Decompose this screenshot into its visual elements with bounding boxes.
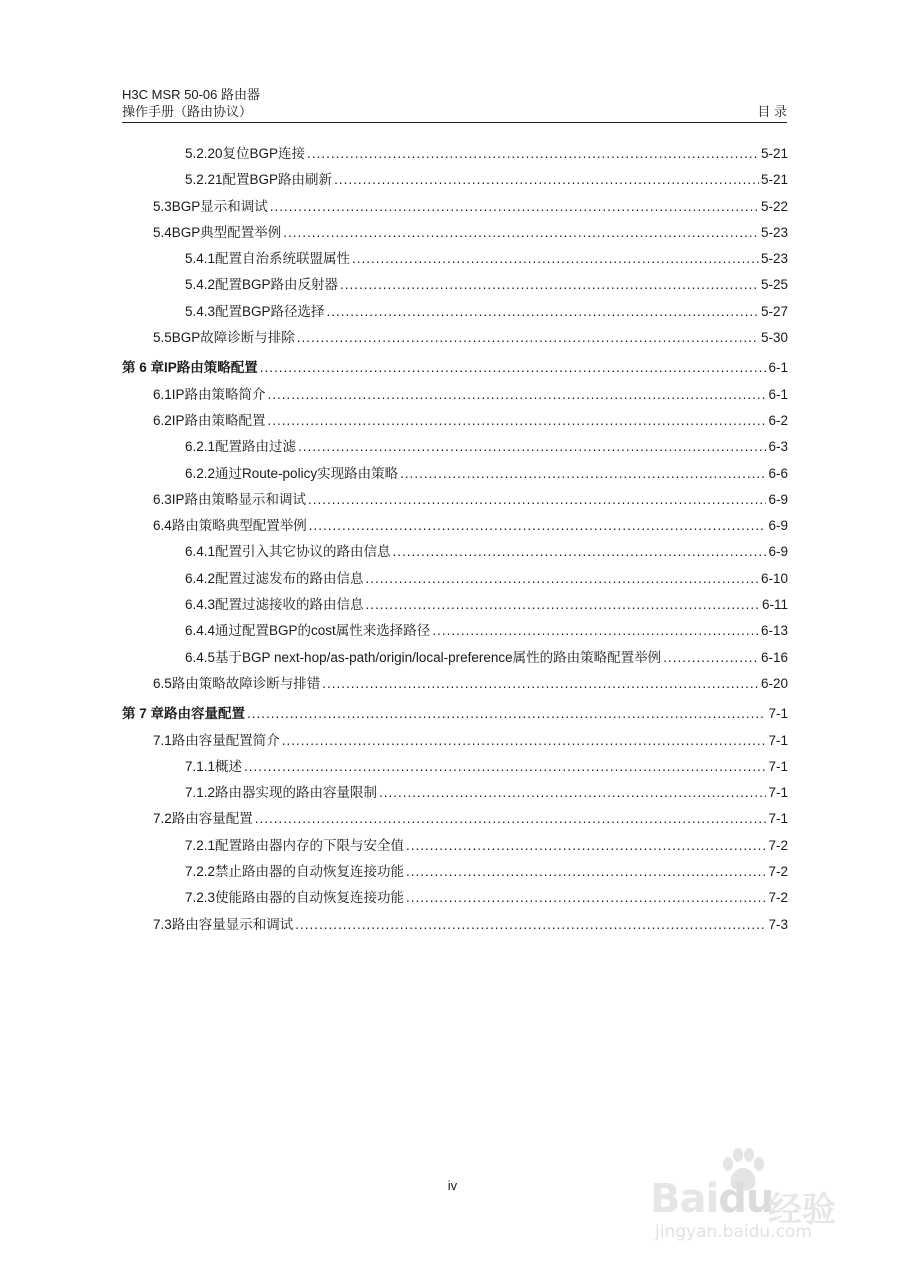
toc-title: 通过配置BGP的cost属性来选择路径 [215, 623, 431, 639]
toc-entry[interactable] [122, 141, 788, 167]
toc-chapter-entry[interactable] [122, 701, 788, 727]
toc-entry[interactable] [122, 487, 788, 513]
toc-entry[interactable] [122, 408, 788, 434]
toc-title: 路由容量配置简介 [171, 732, 280, 748]
dot-leader [400, 461, 766, 487]
toc-number: 7.2.2 [185, 864, 216, 880]
toc-entry[interactable] [122, 382, 788, 408]
watermark-brand-cn: 经验 [768, 1190, 836, 1230]
toc-number: 7.1.2 [185, 785, 216, 801]
toc-title: 路由容量配置 [164, 706, 246, 722]
toc-entry[interactable] [122, 885, 788, 911]
toc-number: 6.4.1 [185, 544, 216, 560]
dot-leader [393, 539, 767, 565]
dot-leader [406, 885, 766, 911]
dot-leader [322, 671, 759, 697]
toc-number: 6.1 [153, 386, 172, 402]
header-line [122, 103, 787, 120]
dot-leader [298, 434, 766, 460]
manual-title: 操作手册（路由协议） [122, 104, 253, 119]
dot-leader [327, 299, 759, 325]
toc-number: 6.4 [153, 518, 172, 534]
toc-number: 5.4.1 [185, 251, 216, 267]
toc-page-number: 6-10 [760, 570, 788, 586]
toc-title: 配置BGP路由反射器 [215, 277, 339, 293]
toc-entry[interactable] [122, 461, 788, 487]
toc-entry[interactable] [122, 325, 788, 351]
toc-entry[interactable] [122, 833, 788, 859]
toc-number: 5.2.21 [185, 172, 223, 188]
toc-number: 5.4 [153, 224, 172, 240]
toc-page-number: 6-16 [760, 649, 788, 665]
toc-entry[interactable] [122, 728, 788, 754]
toc-page-number: 6-9 [768, 544, 788, 560]
toc-entry[interactable] [122, 513, 788, 539]
toc-title: 通过Route-policy实现路由策略 [215, 465, 399, 481]
toc-page-number: 5-22 [760, 198, 788, 214]
toc-number: 第 6 章 [122, 360, 165, 376]
toc-page-number: 7-3 [768, 916, 788, 932]
toc-title: 配置路由过滤 [215, 439, 297, 455]
toc-title: IP路由策略显示和调试 [171, 491, 307, 507]
toc-number: 第 7 章 [122, 706, 165, 722]
header-rule [122, 122, 787, 123]
toc-title: BGP典型配置举例 [171, 224, 282, 240]
toc-number: 6.3 [153, 491, 172, 507]
toc-title: 路由器实现的路由容量限制 [215, 785, 378, 801]
toc-entry[interactable] [122, 671, 788, 697]
toc-title: 概述 [215, 758, 243, 774]
toc-entry[interactable] [122, 912, 788, 938]
dot-leader [295, 912, 766, 938]
product-name: H3C MSR 50-06 路由器 [122, 87, 260, 102]
toc-number: 6.2 [153, 412, 172, 428]
dot-leader [352, 246, 759, 272]
dot-leader [366, 592, 760, 618]
dot-leader [307, 141, 759, 167]
toc-page-number: 7-1 [768, 758, 788, 774]
toc-title: 配置BGP路径选择 [215, 303, 325, 319]
page-header [122, 86, 787, 120]
toc-title: 路由容量显示和调试 [171, 916, 294, 932]
toc-number: 5.5 [153, 330, 172, 346]
toc-page-number: 6-6 [768, 465, 788, 481]
toc-chapter-entry[interactable] [122, 355, 788, 381]
toc-title: 配置过滤接收的路由信息 [215, 597, 364, 613]
toc-entry[interactable] [122, 272, 788, 298]
toc-page-number: 6-9 [768, 518, 788, 534]
toc-number: 6.4.3 [185, 597, 216, 613]
toc-page-number: 7-1 [768, 732, 788, 748]
toc-number: 6.4.5 [185, 649, 216, 665]
toc-title: IP路由策略配置 [164, 360, 258, 376]
toc-number: 6.5 [153, 675, 172, 691]
toc-entry[interactable] [122, 645, 788, 671]
toc-number: 6.4.4 [185, 623, 216, 639]
toc-page-number: 7-1 [768, 706, 788, 722]
dot-leader [297, 325, 759, 351]
toc-number: 5.4.2 [185, 277, 216, 293]
toc-page-number: 5-25 [760, 277, 788, 293]
toc-title: 路由策略典型配置举例 [171, 518, 307, 534]
dot-leader [260, 355, 767, 381]
toc-number: 7.3 [153, 916, 172, 932]
toc-page-number: 5-23 [760, 224, 788, 240]
dot-leader [255, 806, 767, 832]
dot-leader [406, 833, 766, 859]
toc-page-number: 5-23 [760, 251, 788, 267]
dot-leader [247, 701, 766, 727]
dot-leader [268, 382, 767, 408]
toc-entry[interactable] [122, 434, 788, 460]
toc-entry[interactable] [122, 592, 788, 618]
dot-leader [379, 780, 766, 806]
toc-page-number: 5-21 [760, 146, 788, 161]
toc-page-number: 6-11 [761, 597, 788, 613]
page-number: iv [447, 1178, 458, 1193]
watermark-url: jingyan.baidu.com [655, 1222, 812, 1242]
toc-number: 5.4.3 [185, 303, 216, 319]
toc-entry[interactable] [122, 780, 788, 806]
toc-page-number: 5-27 [760, 303, 788, 319]
toc-entry[interactable] [122, 754, 788, 780]
toc-title: IP路由策略配置 [171, 412, 266, 428]
dot-leader [309, 513, 767, 539]
toc-title: 配置BGP路由刷新 [222, 172, 333, 188]
toc-page-number: 7-2 [768, 837, 788, 853]
toc-page-number: 6-20 [760, 675, 788, 691]
toc-entry[interactable] [122, 299, 788, 325]
toc-title: 基于BGP next-hop/as-path/origin/local-preference属性的路由策略配置举例 [215, 649, 662, 665]
toc-page-number: 6-2 [768, 412, 788, 428]
baidu-watermark [640, 1148, 850, 1248]
toc-title: BGP显示和调试 [171, 198, 268, 214]
toc-entry[interactable] [122, 859, 788, 885]
toc-title: 使能路由器的自动恢复连接功能 [215, 890, 405, 906]
toc-page-number: 6-13 [760, 623, 788, 639]
dot-leader [244, 754, 766, 780]
toc-page-number: 5-30 [760, 330, 788, 346]
toc-number: 6.2.1 [185, 439, 216, 455]
toc-title: 配置自治系统联盟属性 [215, 251, 351, 267]
toc-page-number: 6-3 [768, 439, 788, 455]
toc-title: 路由策略故障诊断与排错 [171, 675, 321, 691]
dot-leader [406, 859, 766, 885]
watermark-brand: Baidu [650, 1176, 774, 1222]
toc-page-number: 7-2 [768, 890, 788, 906]
toc-number: 6.2.2 [185, 465, 216, 481]
toc-title: 复位BGP连接 [222, 146, 306, 161]
toc-number: 5.2.20 [185, 146, 223, 161]
toc-entry[interactable] [122, 167, 788, 193]
toc-number: 5.3 [153, 198, 172, 214]
toc-title: 禁止路由器的自动恢复连接功能 [215, 864, 405, 880]
toc-entry[interactable] [122, 539, 788, 565]
toc-page-number: 7-1 [768, 811, 788, 827]
toc-number: 7.2 [153, 811, 172, 827]
toc-entry[interactable] [122, 566, 788, 592]
toc-page-number: 5-21 [760, 172, 788, 188]
toc-number: 7.2.3 [185, 890, 216, 906]
toc-number: 7.2.1 [185, 837, 216, 853]
dot-leader [283, 220, 759, 246]
toc-title: 配置引入其它协议的路由信息 [215, 544, 391, 560]
toc-page-number: 6-1 [768, 386, 788, 402]
toc-entry[interactable] [122, 246, 788, 272]
dot-leader [282, 728, 767, 754]
toc-title: BGP故障诊断与排除 [171, 330, 295, 346]
dot-leader [663, 645, 759, 671]
toc-page-number: 7-1 [768, 785, 788, 801]
dot-leader [334, 167, 759, 193]
dot-leader [308, 487, 766, 513]
section-label: 目 录 [757, 104, 787, 119]
toc-title: 路由容量配置 [171, 811, 253, 827]
toc-number: 7.1 [153, 732, 172, 748]
toc-title: 配置过滤发布的路由信息 [215, 570, 364, 586]
dot-leader [432, 618, 759, 644]
toc-page-number: 6-9 [768, 491, 788, 507]
toc-entry[interactable] [122, 806, 788, 832]
toc-entry[interactable] [122, 220, 788, 246]
toc-title: IP路由策略简介 [171, 386, 266, 402]
dot-leader [340, 272, 759, 298]
dot-leader [270, 194, 759, 220]
dot-leader [268, 408, 767, 434]
toc-entry[interactable] [122, 618, 788, 644]
toc-page-number: 6-1 [768, 360, 788, 376]
table-of-contents [122, 141, 788, 938]
toc-page-number: 7-2 [768, 864, 788, 880]
toc-number: 6.4.2 [185, 570, 216, 586]
dot-leader [366, 566, 759, 592]
toc-entry[interactable] [122, 194, 788, 220]
toc-title: 配置路由器内存的下限与安全值 [215, 837, 405, 853]
toc-number: 7.1.1 [185, 758, 216, 774]
